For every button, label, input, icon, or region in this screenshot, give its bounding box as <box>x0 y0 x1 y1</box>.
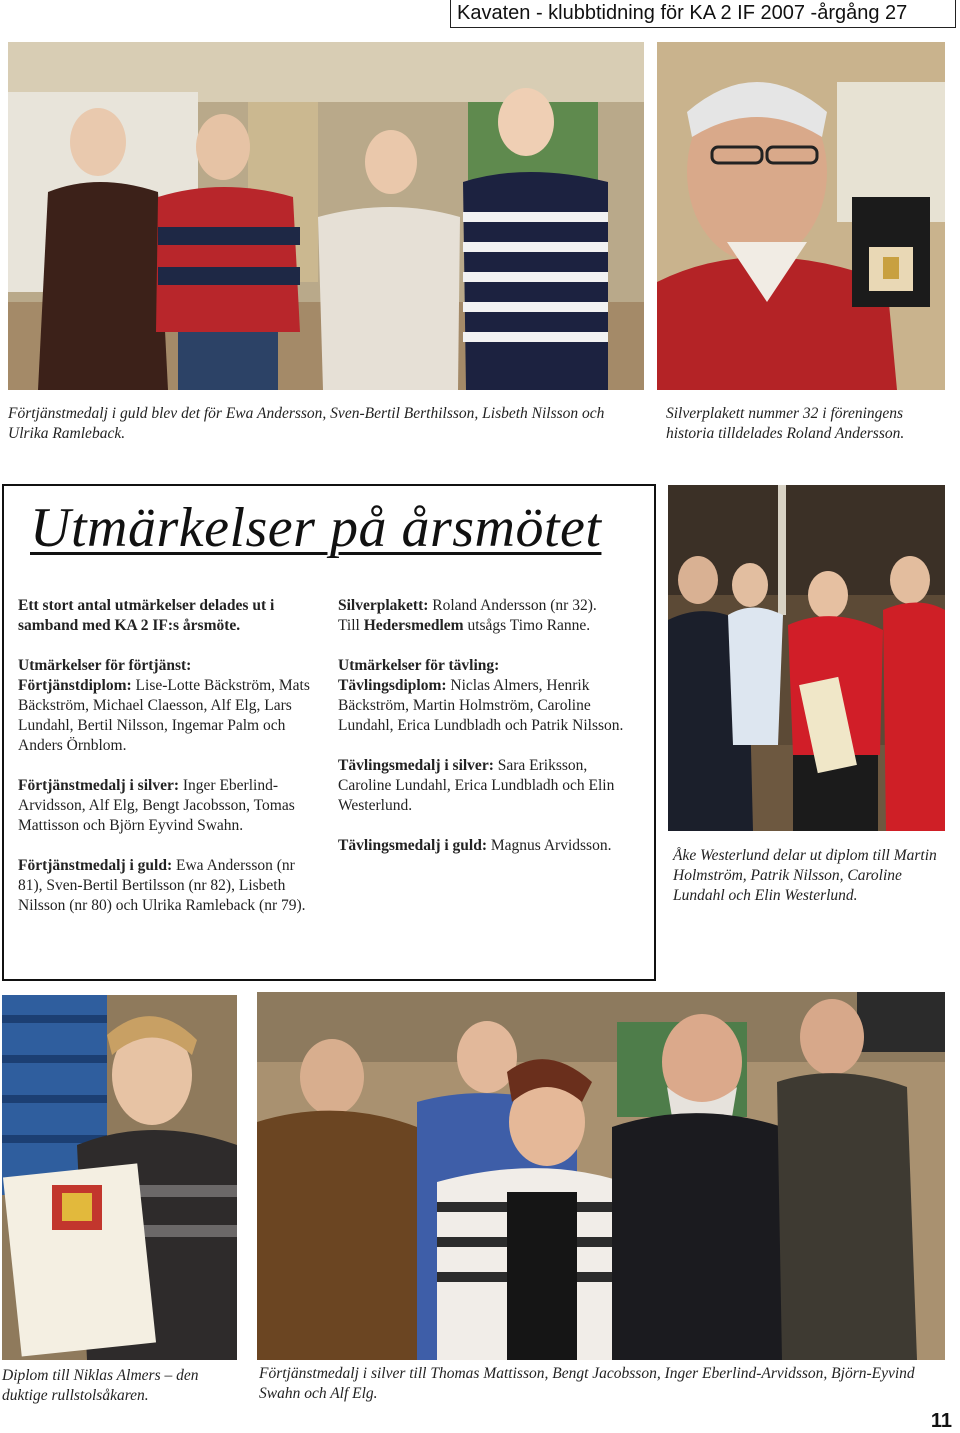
section-heading-tavling: Utmärkelser för tävling: <box>338 657 500 674</box>
caption-niklas: Diplom till Niklas Almers – den duktige rullstolsåkaren. <box>2 1367 199 1404</box>
label-tavling-guld: Tävlingsmedalj i guld: <box>338 837 487 854</box>
caption-silver-group: Förtjänstmedalj i silver till Thomas Mattisson, Bengt Jacobsson, Inger Eberlind-Arvidsson, Björn-Eyvind Swahn och Alf Elg. <box>259 1365 915 1402</box>
silverplakett-paragraph: Silverplakett: Roland Andersson (nr 32). Till Hedersmedlem utsågs Timo Ranne. <box>338 597 597 634</box>
caption-diploma-handout: Åke Westerlund delar ut diplom till Martin Holmström, Patrik Nilsson, Caroline Lundahl och Elin Westerlund. <box>673 847 937 904</box>
photo-group-gold-medal <box>8 42 644 390</box>
text-silverplakett: Roland Andersson (nr 32). <box>428 597 597 614</box>
tavling-paragraph <box>338 656 643 736</box>
text-silver: Inger Eberlind-Arvidsson, Alf Elg, Bengt Jacobsson, Tomas Mattisson och Björn Eyvind Swahn. <box>18 777 295 834</box>
article-column-right <box>338 596 643 876</box>
tavling-guld-paragraph <box>338 836 643 856</box>
text-guld: Ewa Andersson (nr 81), Sven-Bertil Bertilsson (nr 82), Lisbeth Nilsson (nr 80) och Ulrika Ramleback (nr 79). <box>18 857 306 914</box>
label-tavlingsdiplom: Tävlingsdiplom: <box>338 677 447 694</box>
text-tavling-silver: Sara Eriksson, Caroline Lundahl, Erica Lundbladh och Elin Westerlund. <box>338 757 615 814</box>
label-tavling-silver: Tävlingsmedalj i silver: <box>338 757 494 774</box>
text-tavling-guld: Magnus Arvidsson. <box>487 837 612 854</box>
intro-paragraph: Ett stort antal utmärkelser delades ut i samband med KA 2 IF:s årsmöte. <box>18 597 275 634</box>
label-fortjanstdiplom: Förtjänstdiplom: <box>18 677 132 694</box>
section-heading-fortjanst: Utmärkelser för förtjänst: <box>18 657 192 674</box>
fortjanst-paragraph <box>18 656 318 756</box>
label-guld: Förtjänstmedalj i guld: <box>18 857 173 874</box>
text-hedersmedlem: utsågs Timo Ranne. <box>463 617 591 634</box>
label-silver: Förtjänstmedalj i silver: <box>18 777 179 794</box>
article-box <box>2 484 656 981</box>
text-fortjanstdiplom: Lise-Lotte Bäckström, Mats Bäckström, Michael Claesson, Alf Elg, Lars Lundahl, Bertil Nilsson, Ingemar Palm och Anders Örnblom. <box>18 677 310 754</box>
text-tavlingsdiplom: Niclas Almers, Henrik Bäckström, Martin Holmström, Caroline Lundahl, Erica Lundbladh och Patrik Nilsson. <box>338 677 624 734</box>
label-silverplakett: Silverplakett: <box>338 597 429 614</box>
photo-silver-group <box>257 992 945 1360</box>
photo-niklas <box>2 995 237 1360</box>
guld-paragraph <box>18 856 318 916</box>
article-column-left <box>18 596 318 936</box>
silver-paragraph <box>18 776 318 836</box>
label-hedersmedlem: Hedersmedlem <box>363 617 464 634</box>
caption-gold-medal: Förtjänstmedalj i guld blev det för Ewa Andersson, Sven-Bertil Berthilsson, Lisbeth Nilsson och Ulrika Ramleback. <box>8 405 605 442</box>
photo-diploma-handout <box>668 485 945 831</box>
caption-silverplakett: Silverplakett nummer 32 i föreningens historia tilldelades Roland Andersson. <box>666 405 905 442</box>
headline: Utmärkelser på årsmötet <box>30 497 602 559</box>
page-header: Kavaten - klubbtidning för KA 2 IF 2007 -årgång 27 <box>450 0 956 28</box>
photo-roland <box>657 42 945 390</box>
tavling-silver-paragraph <box>338 756 643 816</box>
page-number: 11 <box>930 1410 952 1432</box>
